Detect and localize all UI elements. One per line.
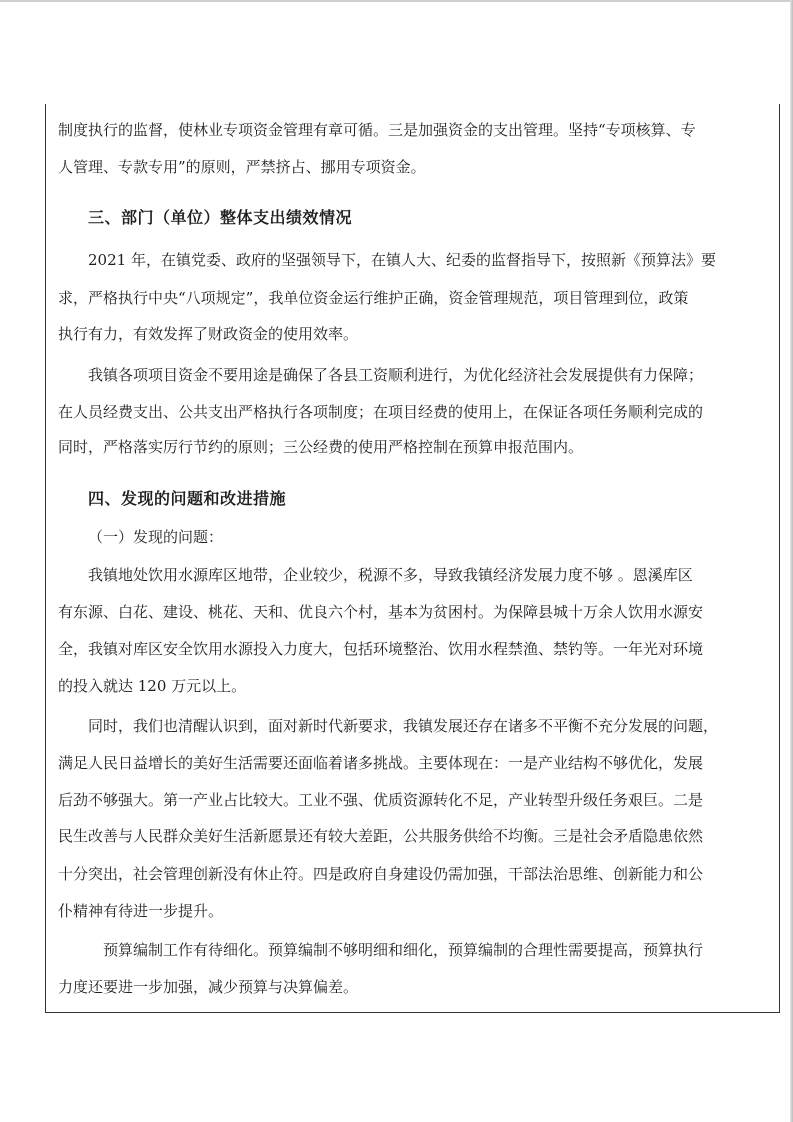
paragraph-line: 执行有力，有效发挥了财政资金的使用效率。 <box>58 325 359 343</box>
paragraph-line: 力度还要进一步加强，减少预算与决算偏差。 <box>58 978 359 996</box>
paragraph-line: 2021 年，在镇党委、政府的坚强领导下，在镇人大、纪委的监督指导下，按照新《预算法》要 <box>88 251 716 269</box>
paragraph-line: 同时，严格落实厉行节约的原则；三公经费的使用严格控制在预算申报范围内。 <box>58 438 584 456</box>
paragraph-line: 人管理、专款专用”的原则，严禁挤占、挪用专项资金。 <box>58 158 426 176</box>
paragraph-line: 后劲不够强大。第一产业占比较大。工业不强、优质资源转化不足，产业转型升级任务艰巨。二是 <box>58 791 704 809</box>
section-heading-3: 三、部门（单位）整体支出绩效情况 <box>88 208 353 227</box>
paragraph-line: 民生改善与人民群众美好生活新愿景还有较大差距，公共服务供给不均衡。三是社会矛盾隐患依然 <box>58 827 704 845</box>
paragraph-line: 满足人民日益增长的美好生活需要还面临着诸多挑战。主要体现在：一是产业结构不够优化，发展 <box>58 754 704 772</box>
paragraph-line: 仆精神有待进一步提升。 <box>58 902 224 920</box>
paragraph-line: 制度执行的监督，使林业专项资金管理有章可循。三是加强资金的支出管理。坚持“专项核算、专 <box>58 121 696 139</box>
paragraph-line: 的投入就达 120 万元以上。 <box>58 677 247 695</box>
scan-edge-top <box>0 0 793 2</box>
paragraph-line: 全，我镇对库区安全饮用水源投入力度大，包括环境整治、饮用水程禁渔、禁钓等。一年光对环境 <box>58 640 704 658</box>
section-heading-4: 四、发现的问题和改进措施 <box>88 489 287 508</box>
paragraph-line: 在人员经费支出、公共支出严格执行各项制度；在项目经费的使用上，在保证各项任务顺利完成的 <box>58 403 704 421</box>
paragraph-line: 求，严格执行中央“八项规定”，我单位资金运行维护正确，资金管理规范，项目管理到位，政策 <box>58 289 689 307</box>
subsection-heading: （一）发现的问题： <box>88 528 224 546</box>
paragraph-line: 我镇地处饮用水源库区地带，企业较少，税源不多，导致我镇经济发展力度不够 。恩溪库区 <box>88 566 693 584</box>
paragraph-line: 十分突出，社会管理创新没有休止符。四是政府自身建设仍需加强，干部法治思维、创新能力和公 <box>58 865 704 883</box>
paragraph-line: 我镇各项项目资金不要用途是确保了各县工资顺利进行，为优化经济社会发展提供有力保障； <box>88 366 704 384</box>
paragraph-line: 同时，我们也清醒认识到，面对新时代新要求，我镇发展还存在诸多不平衡不充分发展的问题， <box>88 717 719 735</box>
paragraph-line: 预算编制工作有待细化。预算编制不够明细和细化，预算编制的合理性需要提高，预算执行 <box>103 941 704 959</box>
paragraph-line: 有东源、白花、建设、桃花、天和、优良六个村，基本为贫困村。为保障县城十万余人饮用水源安 <box>58 603 704 621</box>
